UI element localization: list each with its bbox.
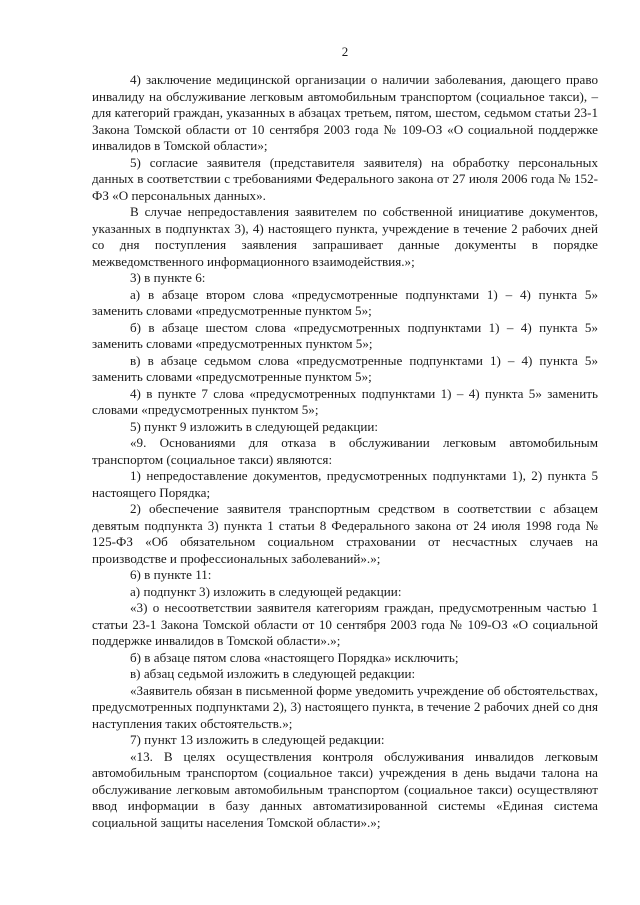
paragraph-personal-data-consent: 5) согласие заявителя (представителя заявителя) на обработку персональных данных в соответствии с требованиями Федерального закона от 27 июля 2006 года № 152-ФЗ «О персональных данных». [92,154,598,203]
paragraph-medical-conclusion: 4) заключение медицинской организации о наличии заболевания, дающего право инвалиду на обслуживание легковым автомобильным транспортом (социальное такси), – для категорий граждан, указанных в абзацах третьем, пятом, шестом, седьмом статьи 23-1 Закона Томской области от 10 сентября 2003 года № 109-ОЗ «О социальной поддержке инвалидов в Томской области»; [92,72,598,153]
page-number: 2 [341,44,349,59]
paragraph-item-6v: в) абзац седьмой изложить в следующей редакции: [130,666,416,681]
paragraph-applicant-notification: «Заявитель обязан в письменной форме уведомить учреждение об обстоятельствах, предусмотренных подпунктами 2), 3) настоящего пункта, в течение 2 рабочих дней со дня наступления таких обстоятельств.»; [92,682,598,731]
paragraph-item-6a: а) подпункт 3) изложить в следующей редакции: [130,583,402,599]
paragraph-item-7-heading: 7) пункт 13 изложить в следующей редакции: [130,732,385,747]
paragraph-refusal-grounds: «9. Основаниями для отказа в обслуживании легковым автомобильным транспортом (социальное такси) являются: [92,435,598,467]
paragraph-item-3b: б) в абзаце шестом слова «предусмотренных подпунктами 1) – 4) пункта 5» заменить словами «предусмотренных пунктом 5»; [92,319,598,351]
paragraph-refusal-ground-2: 2) обеспечение заявителя транспортным средством в соответствии с абзацем девятым подпункта 3) пункта 1 статьи 8 Федерального закона от 24 июля 1998 года № 125-ФЗ «Об обязательном социальном страховании от несчастных случаев на производстве и профессиональных заболеваний».»; [92,501,598,566]
paragraph-item-3a: а) в абзаце втором слова «предусмотренные подпунктами 1) – 4) пункта 5» заменить словами «предусмотренные пунктом 5»; [92,286,598,318]
paragraph-subitem-3-text: «3) о несоответствии заявителя категориям граждан, предусмотренным частью 1 статьи 23-1 Закона Томской области от 10 сентября 2003 года № 109-ОЗ «О социальной поддержке инвалидов в Томской области».»; [92,600,598,648]
paragraph-item-3v: в) в абзаце седьмом слова «предусмотренные подпунктами 1) – 4) пункта 5» заменить словами «предусмотренные пунктом 5»; [92,352,598,384]
paragraph-item-4: 4) в пункте 7 слова «предусмотренных подпунктами 1) – 4) пункта 5» заменить словами «предусмотренных пунктом 5»; [92,385,598,417]
paragraph-interagency-request: В случае непредоставления заявителем по собственной инициативе документов, указанных в подпунктах 3), 4) настоящего пункта, учреждение в течение 2 рабочих дней со дня поступления заявления запрашивает данные документы в порядке межведомственного информационного взаимодействия.»; [92,204,598,269]
paragraph-item-5-heading: 5) пункт 9 изложить в следующей редакции: [130,418,378,434]
paragraph-item-6b: б) в абзаце пятом слова «настоящего Порядка» исключить; [130,649,459,665]
paragraph-item-6-heading: 6) в пункте 11: [130,567,212,582]
paragraph-item-3-heading: 3) в пункте 6: [130,270,206,285]
paragraph-item-13-text: «13. В целях осуществления контроля обслуживания инвалидов легковым автомобильным транспортом (социальное такси) учреждения в день выдачи талона на обслуживание легковым автомобильным транспортом (социальное такси) осуществляют ввод информации в базу данных автоматизированной системы «Единая система социальной защиты населения Томской области».»; [92,748,598,830]
paragraph-refusal-ground-1: 1) непредоставление документов, предусмотренных подпунктами 1), 2) пункта 5 настоящего Порядка; [92,468,598,500]
